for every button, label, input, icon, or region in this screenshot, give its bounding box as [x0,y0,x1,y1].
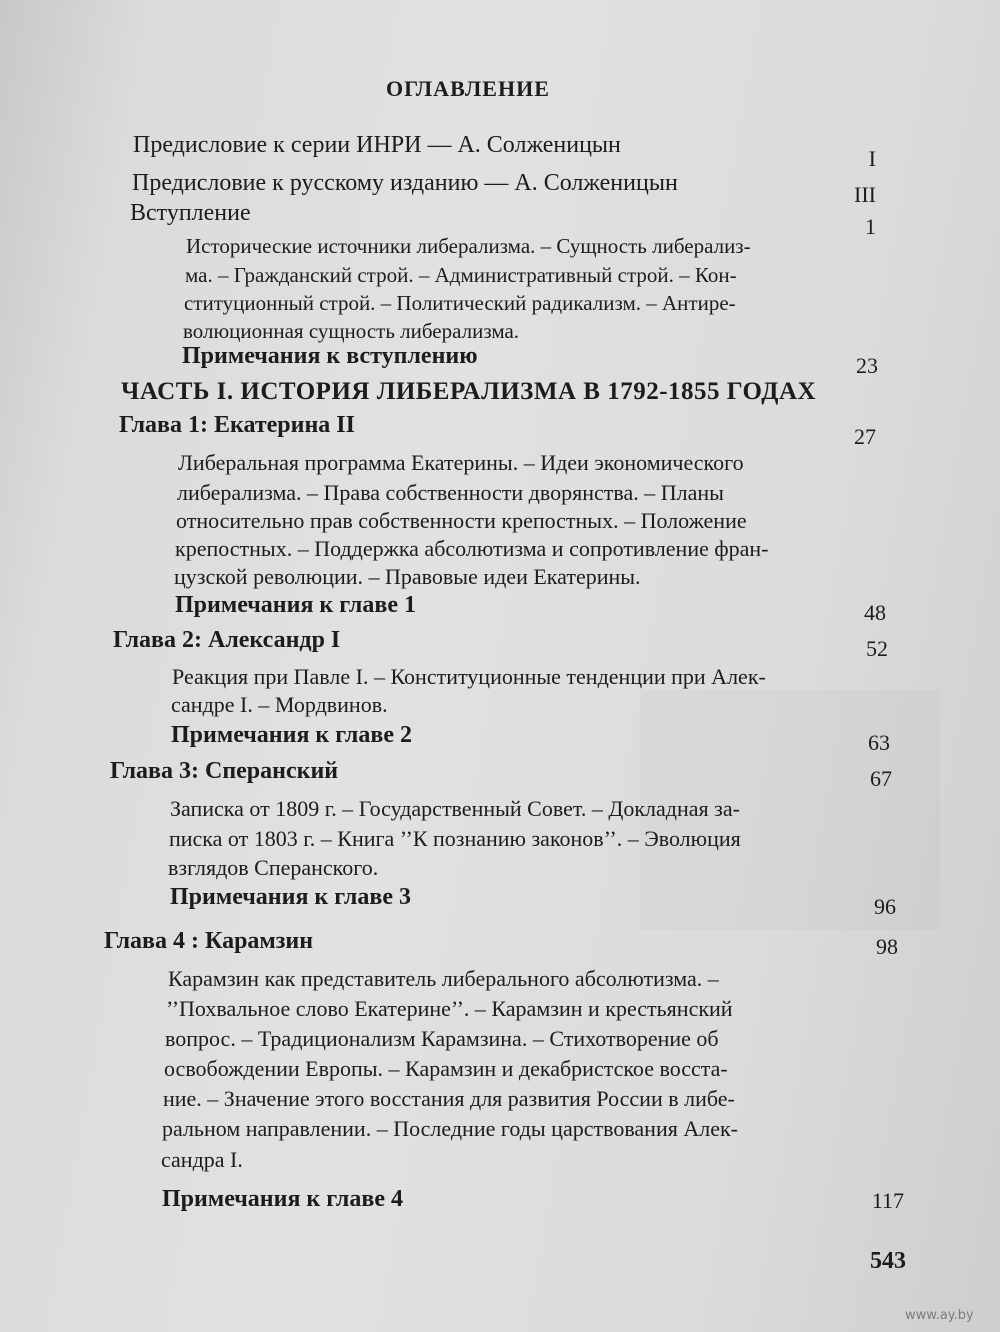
page-number: 543 [870,1248,906,1274]
page-ref-chapter-4: 98 [876,934,898,959]
chapter-4-summary-line: сандра I. [161,1147,243,1172]
chapter-1-summary-line: относительно прав собственности крепостных. – Положение [176,508,747,533]
chapter-1-summary-line: крепостных. – Поддержка абсолютизма и сопротивление фран- [175,536,769,561]
intro-summary-line: ма. – Гражданский строй. – Административный строй. – Кон- [185,263,737,287]
toc-title: ОГЛАВЛЕНИЕ [386,76,550,101]
page-ref-chapter-2: 52 [866,636,888,661]
chapter-1-summary-line: либерализма. – Права собственности дворянства. – Планы [177,480,724,505]
notes-introduction: Примечания к вступлению [182,343,478,369]
notes-chapter-1: Примечания к главе 1 [175,592,417,618]
chapter-1-heading: Глава 1: Екатерина II [119,412,355,438]
toc-entry-introduction: Вступление [130,200,251,226]
page-ref-notes-chapter-3: 96 [874,894,896,919]
page-ref-chapter-1: 27 [854,424,876,449]
page-ref-notes-chapter-2: 63 [868,730,890,755]
notes-chapter-3: Примечания к главе 3 [170,884,412,910]
page-ref-preface-series: I [868,146,876,171]
chapter-3-summary-line: писка от 1803 г. – Книга ’’К познанию законов’’. – Эволюция [169,826,741,851]
intro-summary-line: волюционная сущность либерализма. [183,319,520,343]
part-heading: ЧАСТЬ I. ИСТОРИЯ ЛИБЕРАЛИЗМА В 1792-1855 ГОДАХ [121,378,817,405]
chapter-2-summary-line: Реакция при Павле I. – Конституционные тенденции при Алек- [172,664,766,689]
page-ref-notes-chapter-4: 117 [871,1188,904,1213]
intro-summary-line: Исторические источники либерализма. – Сущность либерализ- [186,234,751,258]
chapter-4-summary-line: Карамзин как представитель либерального абсолютизма. – [168,966,719,991]
watermark: www.ay.by [905,1308,974,1323]
page-ref-introduction: 1 [865,214,876,239]
chapter-4-summary-line: ’’Похвальное слово Екатерине’’. – Карамзин и крестьянский [166,996,733,1021]
chapter-4-summary-line: вопрос. – Традиционализм Карамзина. – Стихотворение об [165,1026,719,1051]
chapter-4-heading: Глава 4 : Карамзин [104,928,314,954]
page-ref-preface-russian: III [854,182,876,207]
chapter-4-summary-line: ние. – Значение этого восстания для развития России в либе- [163,1086,735,1111]
chapter-4-summary-line: освобождении Европы. – Карамзин и декабристское восста- [164,1056,728,1081]
chapter-1-summary-line: Либеральная программа Екатерины. – Идеи экономического [178,450,744,475]
chapter-3-summary-line: Записка от 1809 г. – Государственный Совет. – Докладная за- [170,796,740,821]
notes-chapter-2: Примечания к главе 2 [171,722,413,748]
chapter-3-summary-line: взглядов Сперанского. [168,855,379,880]
intro-summary-line: ституционный строй. – Политический радикализм. – Антире- [184,291,736,315]
page-ref-notes-chapter-1: 48 [864,600,886,625]
chapter-3-heading: Глава 3: Сперанский [110,758,339,784]
chapter-4-summary-line: ральном направлении. – Последние годы царствования Алек- [162,1116,738,1141]
page-ref-notes-introduction: 23 [856,353,878,378]
chapter-2-heading: Глава 2: Александр I [113,627,341,653]
page-ref-chapter-3: 67 [870,766,892,791]
toc-entry-preface-russian: Предисловие к русскому изданию — А. Солженицын [132,170,678,196]
chapter-2-summary-line: сандре I. – Мордвинов. [171,692,388,717]
toc-entry-preface-series: Предисловие к серии ИНРИ — А. Солженицын [133,132,621,158]
chapter-1-summary-line: цузской революции. – Правовые идеи Екатерины. [174,564,641,589]
notes-chapter-4: Примечания к главе 4 [162,1186,404,1212]
